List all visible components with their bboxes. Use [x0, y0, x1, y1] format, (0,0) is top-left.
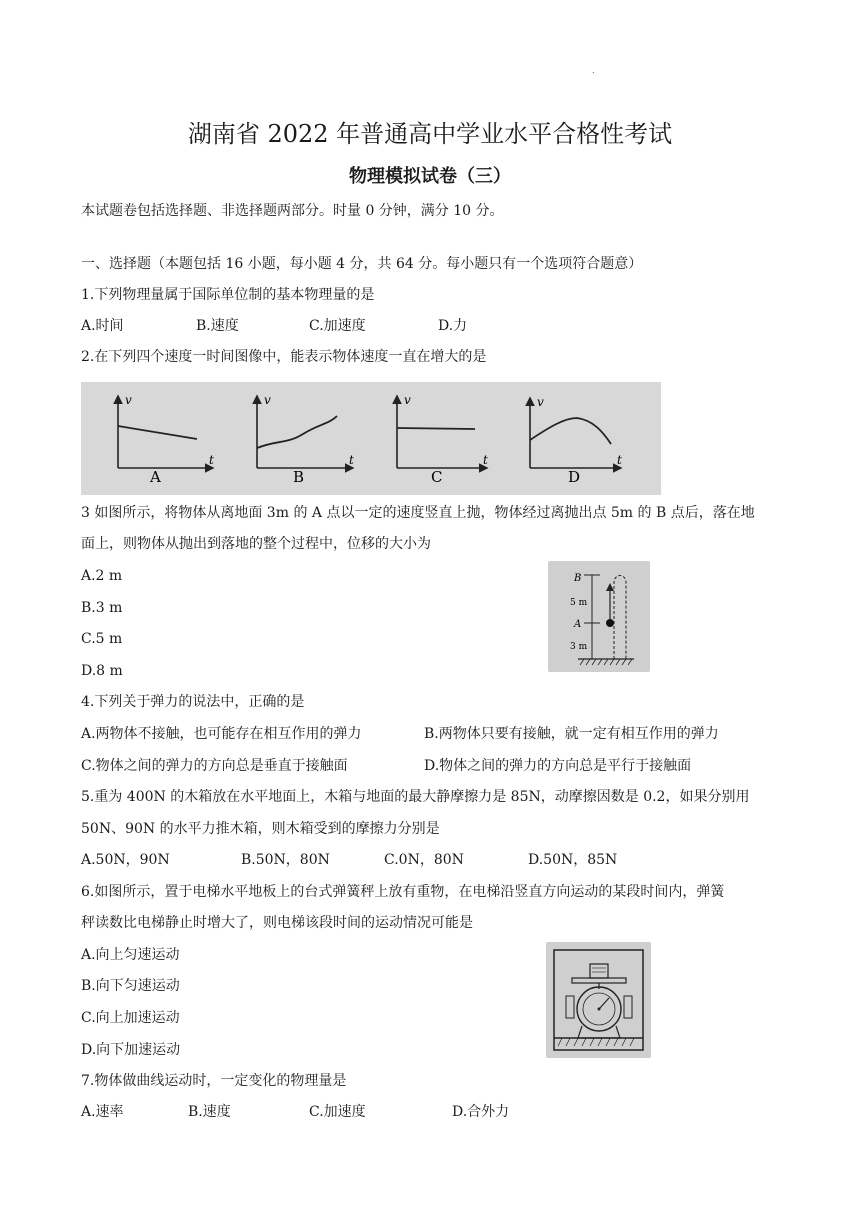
q3-throw-figure — [548, 561, 650, 672]
axis-t-label: t — [617, 453, 622, 467]
q4-option-c: C.物体之间的弹力的方向总是垂直于接触面 — [81, 758, 348, 774]
point-a-label: A — [574, 619, 582, 630]
graph-panel-a — [118, 393, 214, 486]
q6-option-b: B.向下匀速运动 — [81, 978, 180, 994]
q5-option-c: C.0N，80N — [384, 852, 464, 868]
q1-option-c: C.加速度 — [309, 318, 366, 334]
q5-stem-line1: 5.重为 400N 的木箱放在水平地面上，木箱与地面的最大静摩擦力是 85N，动摩擦因数是 0.2，如果分别用 — [81, 789, 750, 805]
q3-option-a: A.2 m — [81, 568, 123, 584]
q6-option-d: D.向下加速运动 — [81, 1042, 181, 1058]
panel-label-d: D — [568, 468, 581, 486]
q2-stem: 2.在下列四个速度一时间图像中，能表示物体速度一直在增大的是 — [81, 349, 487, 365]
q4-option-b: B.两物体只要有接触，就一定有相互作用的弹力 — [424, 726, 719, 742]
exam-title: 湖南省 2022 年普通高中学业水平合格性考试 — [187, 120, 673, 148]
q4-option-a: A.两物体不接触，也可能存在相互作用的弹力 — [81, 726, 362, 742]
scale-platform — [572, 978, 626, 983]
q3-stem-line2: 面上，则物体从抛出到落地的整个过程中，位移的大小为 — [81, 536, 431, 552]
q6-option-a: A.向上匀速运动 — [81, 947, 180, 963]
curve-b — [257, 416, 337, 448]
q4-option-d: D.物体之间的弹力的方向总是平行于接触面 — [424, 758, 692, 774]
q2-vt-graphs-figure — [81, 382, 661, 495]
axis-v-label: v — [125, 393, 132, 407]
q3-stem-line1: 3 如图所示，将物体从离地面 3m 的 A 点以一定的速度竖直上抛，物体经过离抛出点 5m 的 B 点后，落在地 — [81, 505, 755, 521]
exam-subtitle: 物理模拟试卷（三） — [349, 166, 511, 187]
q3-option-d: D.8 m — [81, 663, 123, 679]
lower-distance-label: 3 m — [570, 642, 588, 652]
q3-option-b: B.3 m — [81, 600, 123, 616]
ball — [606, 619, 614, 627]
graph-panel-c — [397, 393, 488, 486]
graph-panel-d — [530, 395, 622, 486]
axis-v-label: v — [264, 393, 271, 407]
q1-stem: 1.下列物理量属于国际单位制的基本物理量的是 — [81, 287, 375, 303]
graph-panel-b — [257, 393, 354, 486]
q5-option-b: B.50N，80N — [241, 852, 330, 868]
axis-t-label: t — [349, 453, 354, 467]
page-dot: . — [592, 66, 595, 75]
q3-option-c: C.5 m — [81, 631, 123, 647]
dial-needle — [599, 998, 609, 1009]
q1-option-b: B.速度 — [196, 318, 239, 334]
q6-scale-figure — [546, 942, 651, 1058]
exam-intro: 本试题卷包括选择题、非选择题两部分。时量 0 分钟，满分 10 分。 — [81, 203, 504, 219]
q5-stem-line2: 50N、90N 的水平力推木箱，则木箱受到的摩擦力分别是 — [81, 821, 440, 837]
panel-label-a: A — [150, 468, 161, 486]
q7-option-d: D.合外力 — [452, 1104, 510, 1120]
trajectory-path — [614, 576, 626, 660]
q7-option-b: B.速度 — [188, 1104, 231, 1120]
panel-label-b: B — [293, 468, 305, 486]
q1-option-d: D.力 — [438, 318, 468, 334]
axis-t-label: t — [483, 453, 488, 467]
curve-c — [397, 428, 475, 429]
axis-v-label: v — [537, 395, 544, 409]
q7-option-a: A.速率 — [81, 1104, 124, 1120]
axis-v-label: v — [404, 393, 411, 407]
elevator-frame — [554, 950, 643, 1050]
curve-d — [530, 418, 611, 444]
q6-option-c: C.向上加速运动 — [81, 1010, 180, 1026]
upper-distance-label: 5 m — [570, 598, 588, 608]
curve-a — [118, 426, 197, 439]
weight-block — [590, 964, 608, 978]
q7-stem: 7.物体做曲线运动时，一定变化的物理量是 — [81, 1073, 347, 1089]
axis-t-label: t — [209, 453, 214, 467]
point-b-label: B — [574, 573, 582, 584]
section-heading: 一、选择题（本题包括 16 小题，每小题 4 分，共 64 分。每小题只有一个选项符合题意） — [81, 256, 643, 272]
q4-stem: 4.下列关于弹力的说法中，正确的是 — [81, 694, 305, 710]
q6-stem-line1: 6.如图所示，置于电梯水平地板上的台式弹簧秤上放有重物，在电梯沿竖直方向运动的某段时间内，弹簧 — [81, 884, 725, 900]
q5-option-d: D.50N，85N — [528, 852, 618, 868]
q6-stem-line2: 秤读数比电梯静止时增大了，则电梯该段时间的运动情况可能是 — [81, 915, 473, 931]
panel-label-c: C — [431, 468, 443, 486]
q1-option-a: A.时间 — [81, 318, 124, 334]
q5-option-a: A.50N，90N — [81, 852, 170, 868]
q7-option-c: C.加速度 — [309, 1104, 366, 1120]
